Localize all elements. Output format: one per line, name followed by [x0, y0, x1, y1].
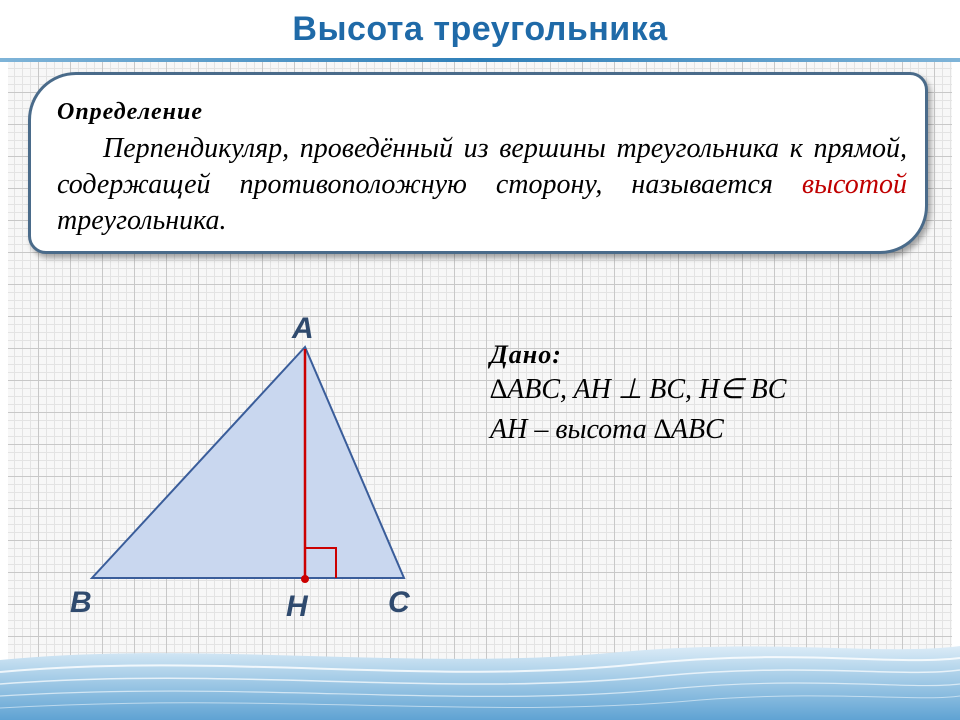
definition-heading: Определение [57, 99, 203, 125]
triangle-abc [92, 347, 404, 578]
definition-highlight: высотой [801, 169, 907, 200]
label-b: B [70, 586, 92, 619]
point-h-dot [301, 575, 309, 583]
label-h: H [286, 590, 308, 623]
given-heading: Дано: [490, 340, 562, 369]
label-c: C [388, 586, 410, 619]
given-line-1: ∆ABC, AH ⊥ BC, H∈ BC [490, 374, 787, 405]
page-title: Высота треугольника [292, 10, 668, 48]
definition-text-before: Перпендикуляр, проведённый из вершины треугольника к прямой, содержащей противоположную сторону, называется [57, 133, 907, 200]
given-block [490, 340, 786, 450]
label-a: A [292, 312, 314, 345]
definition-text-after: треугольника. [57, 205, 227, 236]
given-line-2: AH – высота ∆ABC [490, 414, 724, 445]
decorative-wave-band [0, 630, 960, 720]
